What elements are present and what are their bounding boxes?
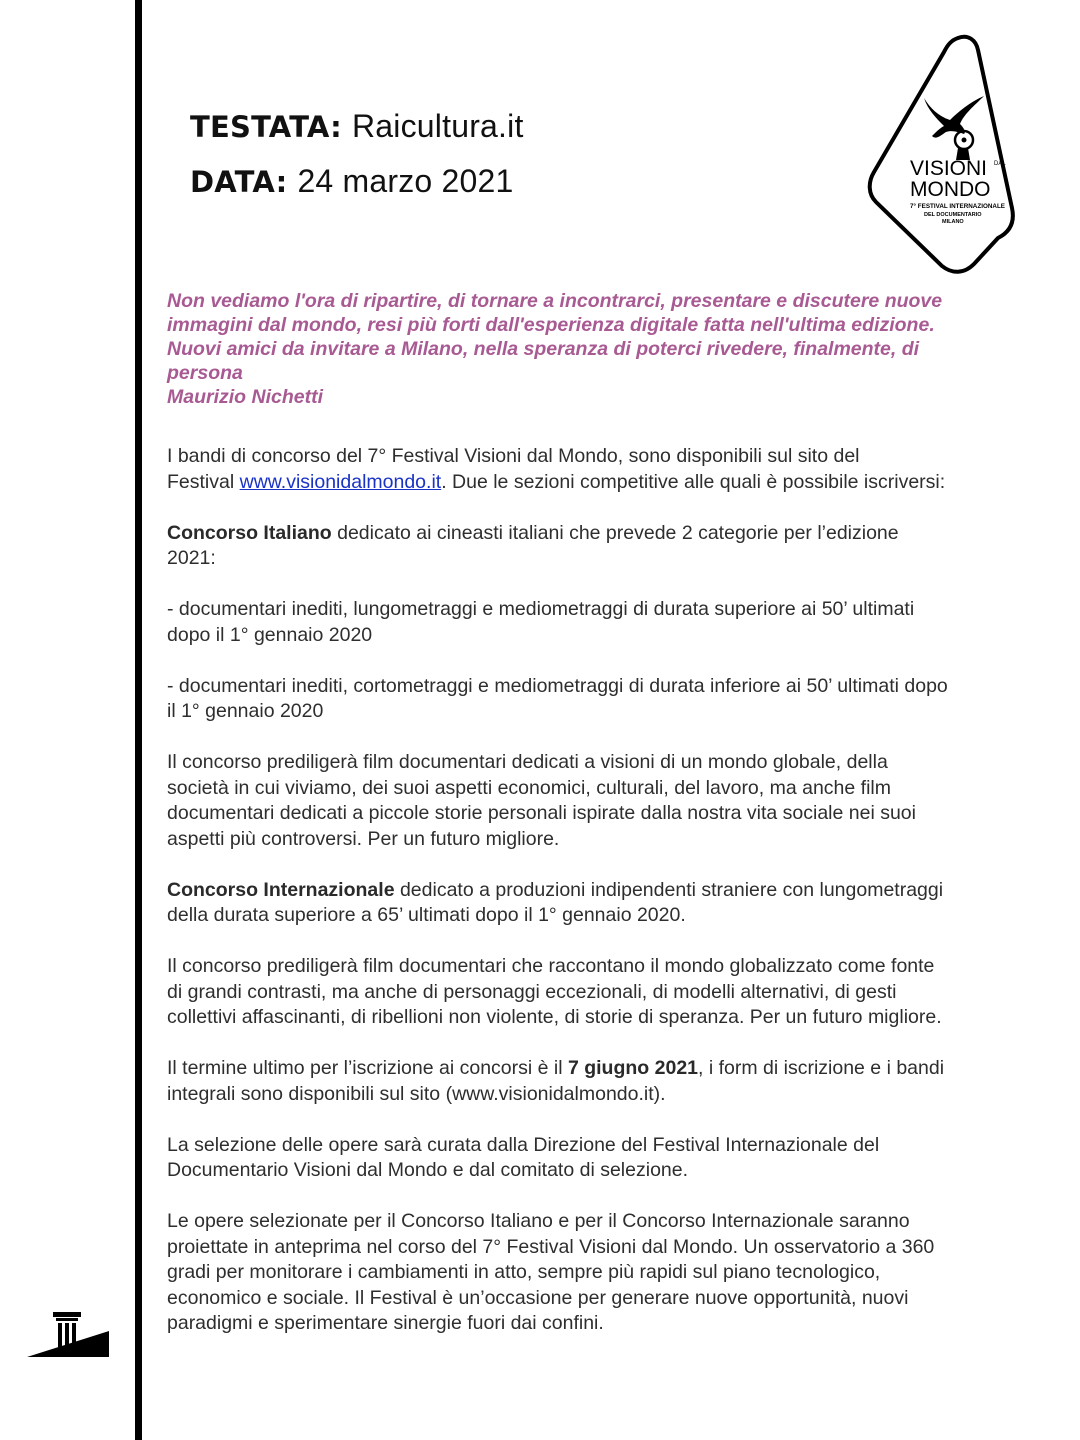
paragraph-concorso-internazionale: Concorso Internazionale dedicato a produzioni indipendenti straniere con lungometraggi della durata superiore a 65’ ultimati dopo il 1° gennaio 2020. xyxy=(167,878,944,926)
testata-line xyxy=(190,108,524,145)
data-label: DATA: xyxy=(190,165,288,199)
testata-value: Raicultura.it xyxy=(351,108,524,144)
logo-frame-shape xyxy=(870,37,1013,272)
paragraph-concorso-italiano: Concorso Italiano dedicato ai cineasti italiani che prevede 2 categorie per l’edizione 2021: xyxy=(167,521,899,569)
data-line xyxy=(190,163,514,200)
logo-title-dal: DAL xyxy=(994,161,1006,167)
deadline-date: 7 giugno 2021 xyxy=(567,1057,699,1079)
paragraph-category-1: - documentari inediti, lungometraggi e mediometraggi di durata superiore ai 50’ ultimati dopo il 1° gennaio 2020 xyxy=(167,598,915,646)
logo-subtitle-2: DEL DOCUMENTARIO xyxy=(924,212,982,218)
article-body xyxy=(167,444,1067,1362)
quote-line: Non vediamo l'ora di ripartire, di tornare a incontrarci, presentare e discutere nuove xyxy=(167,290,943,312)
logo-title-mondo: MONDO xyxy=(910,178,991,201)
visioni-dal-mondo-logo xyxy=(866,32,1016,274)
column-staircase-icon xyxy=(25,1309,111,1359)
quote-line: persona xyxy=(167,362,243,384)
logo-title-visioni: VISIONI xyxy=(910,157,988,180)
festival-website-link[interactable]: www.visionidalmondo.it xyxy=(239,470,442,493)
quote-line: Nuovi amici da invitare a Milano, nella speranza di poterci rivedere, finalmente, di xyxy=(167,338,920,360)
logo-subtitle-1: 7° FESTIVAL INTERNAZIONALE xyxy=(910,203,1005,210)
paragraph-selection: La selezione delle opere sarà curata dalla Direzione del Festival Internazionale del Documentario Visioni dal Mondo e dal comitato di selezione. xyxy=(167,1133,880,1181)
left-vertical-rule xyxy=(135,0,142,1440)
logo-subtitle-3: MILANO xyxy=(942,219,964,225)
paragraph-internazionale-description: Il concorso prediligerà film documentari che raccontano il mondo globalizzato come fonte di grandi contrasti, ma anche di personaggi eccezionali, di modelli alternativi, di gesti collettivi affascinanti, di ribellioni non violente, di storie di speranza. Per un futuro migliore. xyxy=(167,955,942,1028)
concorso-internazionale-heading: Concorso Internazionale xyxy=(167,878,395,901)
quote-line: immagini dal mondo, resi più forti dall'esperienza digitale fatta nell'ultima edizione. xyxy=(167,314,935,336)
paragraph-intro: I bandi di concorso del 7° Festival Visioni dal Mondo, sono disponibili sul sito del Festival www.visionidalmondo.it. Due le sezioni competitive alle quali è possibile iscriversi: xyxy=(167,445,946,493)
paragraph-italiano-description: Il concorso prediligerà film documentari dedicati a visioni di un mondo globale, della società in cui viviamo, dei suoi aspetti economici, culturali, del lavoro, ma anche film documentari dedicati a piccole storie personali ispirate dalla nostra vita sociale nei suoi aspetti più controversi. Per un futuro migliore. xyxy=(167,751,916,850)
paragraph-deadline: Il termine ultimo per l’iscrizione ai concorsi è il 7 giugno 2021, i form di iscrizione e i bandi integrali sono disponibili sul sito (www.visionidalmondo.it). xyxy=(167,1057,945,1105)
opening-quote xyxy=(167,289,1067,409)
quote-author: Maurizio Nichetti xyxy=(167,386,324,408)
concorso-italiano-heading: Concorso Italiano xyxy=(167,521,332,544)
data-value: 24 marzo 2021 xyxy=(297,163,514,199)
testata-label: TESTATA: xyxy=(190,110,342,144)
paragraph-closing: Le opere selezionate per il Concorso Italiano e per il Concorso Internazionale saranno proiettate in anteprima nel corso del 7° Festival Visioni dal Mondo. Un osservatorio a 360 gradi per monitorare i cambiamenti in atto, sempre più rapidi sul piano tecnologico, economico e sociale. Il Festival è un’occasione per generare nuove opportunità, nuovi paradigmi e sperimentare sinergie fuori dai confini. xyxy=(167,1210,935,1334)
paragraph-category-2: - documentari inediti, cortometraggi e mediometraggi di durata inferiore ai 50’ ultimati dopo il 1° gennaio 2020 xyxy=(167,674,948,722)
